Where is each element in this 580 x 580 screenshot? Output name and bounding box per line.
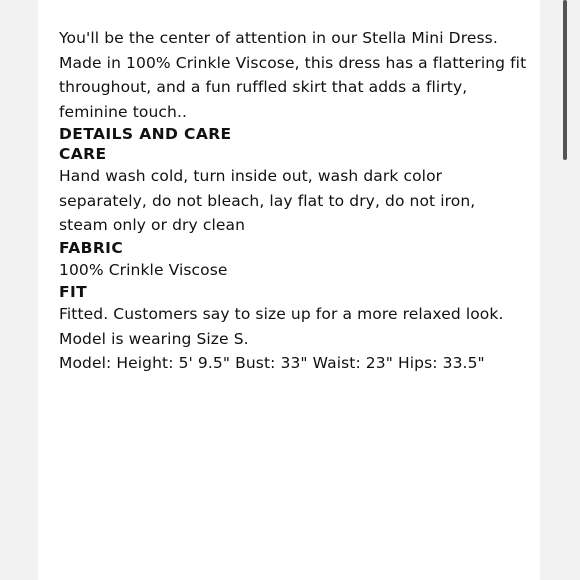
care-heading: CARE (59, 145, 107, 163)
care-instructions-text: Hand wash cold, turn inside out, wash dark color separately, do not bleach, lay flat to dry, do not iron, steam only or dry clean (59, 167, 476, 234)
model-measurements-text: Model: Height: 5' 9.5" Bust: 33" Waist: 23" Hips: 33.5" (59, 354, 485, 372)
model-size-text: Model is wearing Size S. (59, 329, 249, 348)
details-and-care-heading: DETAILS AND CARE (59, 125, 232, 143)
product-intro-text: You'll be the center of attention in our Stella Mini Dress. Made in 100% Crinkle Viscose, this dress has a flattering fit throughout, and a fun ruffled skirt that adds a flirty, feminine touch.. (59, 29, 527, 121)
fabric-text: 100% Crinkle Viscose (59, 260, 228, 279)
fit-text: Fitted. Customers say to size up for a more relaxed look. (59, 305, 504, 323)
fit-heading: FIT (59, 283, 88, 301)
scrollbar-thumb[interactable] (563, 0, 567, 160)
fabric-heading: FABRIC (59, 238, 124, 257)
product-description-panel (38, 0, 540, 580)
